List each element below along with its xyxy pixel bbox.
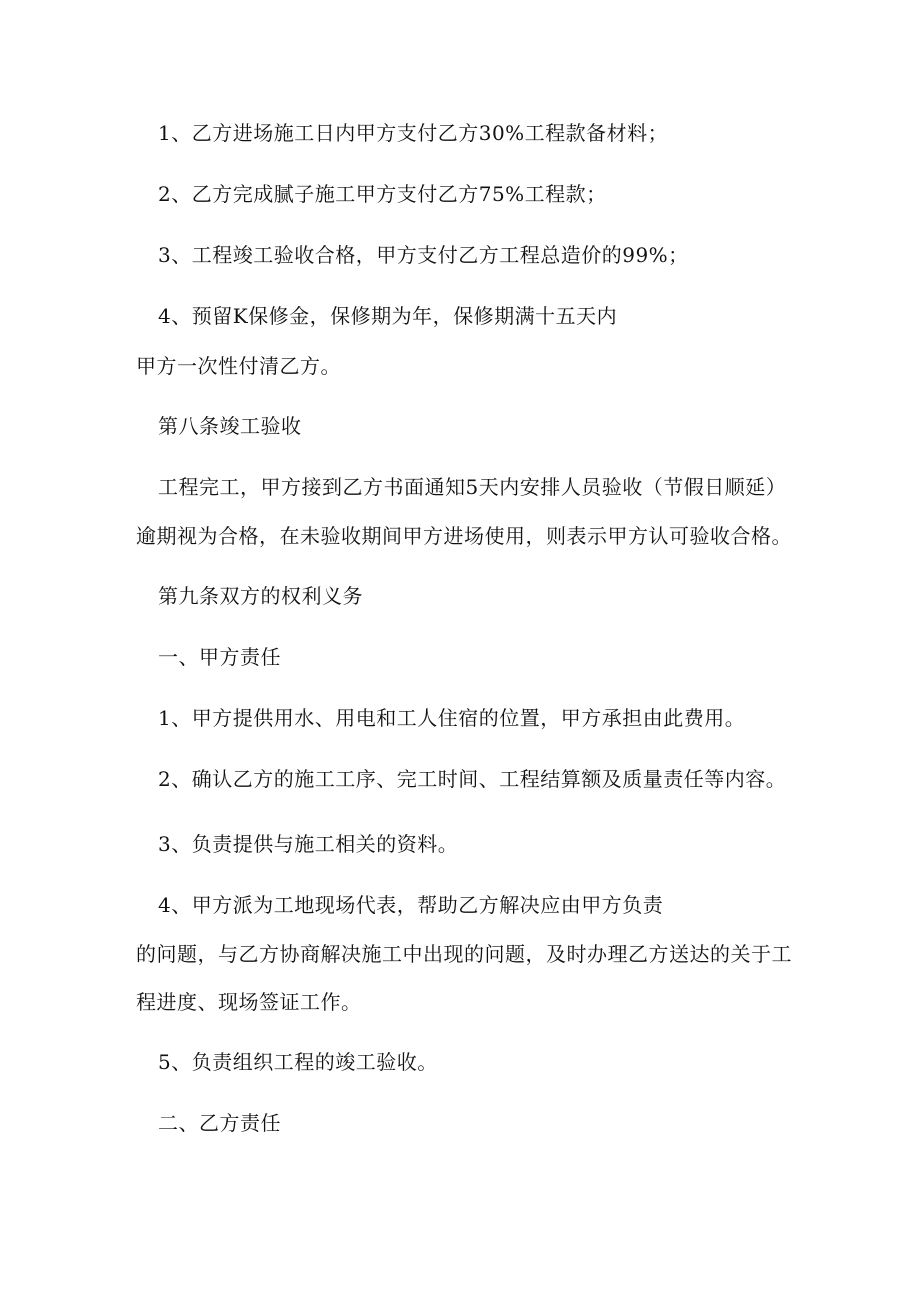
payment-clause-3: 3、工程竣工验收合格，甲方支付乙方工程总造价的99%； <box>158 243 689 267</box>
party-a-duty-4-continued-1: 的问题，与乙方协商解决施工中出现的问题，及时办理乙方送达的关于工 <box>136 942 792 966</box>
section-heading-article-8: 第八条竣工验收 <box>158 414 302 438</box>
subheading-party-b-duties: 二、乙方责任 <box>158 1111 281 1135</box>
subheading-party-a-duties: 一、甲方责任 <box>158 645 281 669</box>
payment-clause-2: 2、乙方完成腻子施工甲方支付乙方75%工程款； <box>158 182 607 206</box>
party-a-duty-1: 1、甲方提供用水、用电和工人住宿的位置，甲方承担由此费用。 <box>158 706 746 730</box>
party-a-duty-4-continued-2: 程进度、现场签证工作。 <box>136 990 362 1014</box>
section-heading-article-9: 第九条双方的权利义务 <box>158 584 363 608</box>
acceptance-paragraph-line-2: 逾期视为合格，在未验收期间甲方进场使用，则表示甲方认可验收合格。 <box>136 524 792 548</box>
payment-clause-4-continued: 甲方一次性付清乙方。 <box>136 354 341 378</box>
party-a-duty-4: 4、甲方派为工地现场代表，帮助乙方解决应由甲方负责 <box>158 893 664 917</box>
payment-clause-1: 1、乙方进场施工日内甲方支付乙方30%工程款备材料； <box>158 121 669 145</box>
party-a-duty-5: 5、负责组织工程的竣工验收。 <box>158 1050 438 1074</box>
acceptance-paragraph-line-1: 工程完工，甲方接到乙方书面通知5天内安排人员验收（节假日顺延） <box>158 475 787 499</box>
payment-clause-4: 4、预留K保修金，保修期为年，保修期满十五天内 <box>158 304 618 328</box>
party-a-duty-3: 3、负责提供与施工相关的资料。 <box>158 832 459 856</box>
party-a-duty-2: 2、确认乙方的施工工序、完工时间、工程结算额及质量责任等内容。 <box>158 767 787 791</box>
